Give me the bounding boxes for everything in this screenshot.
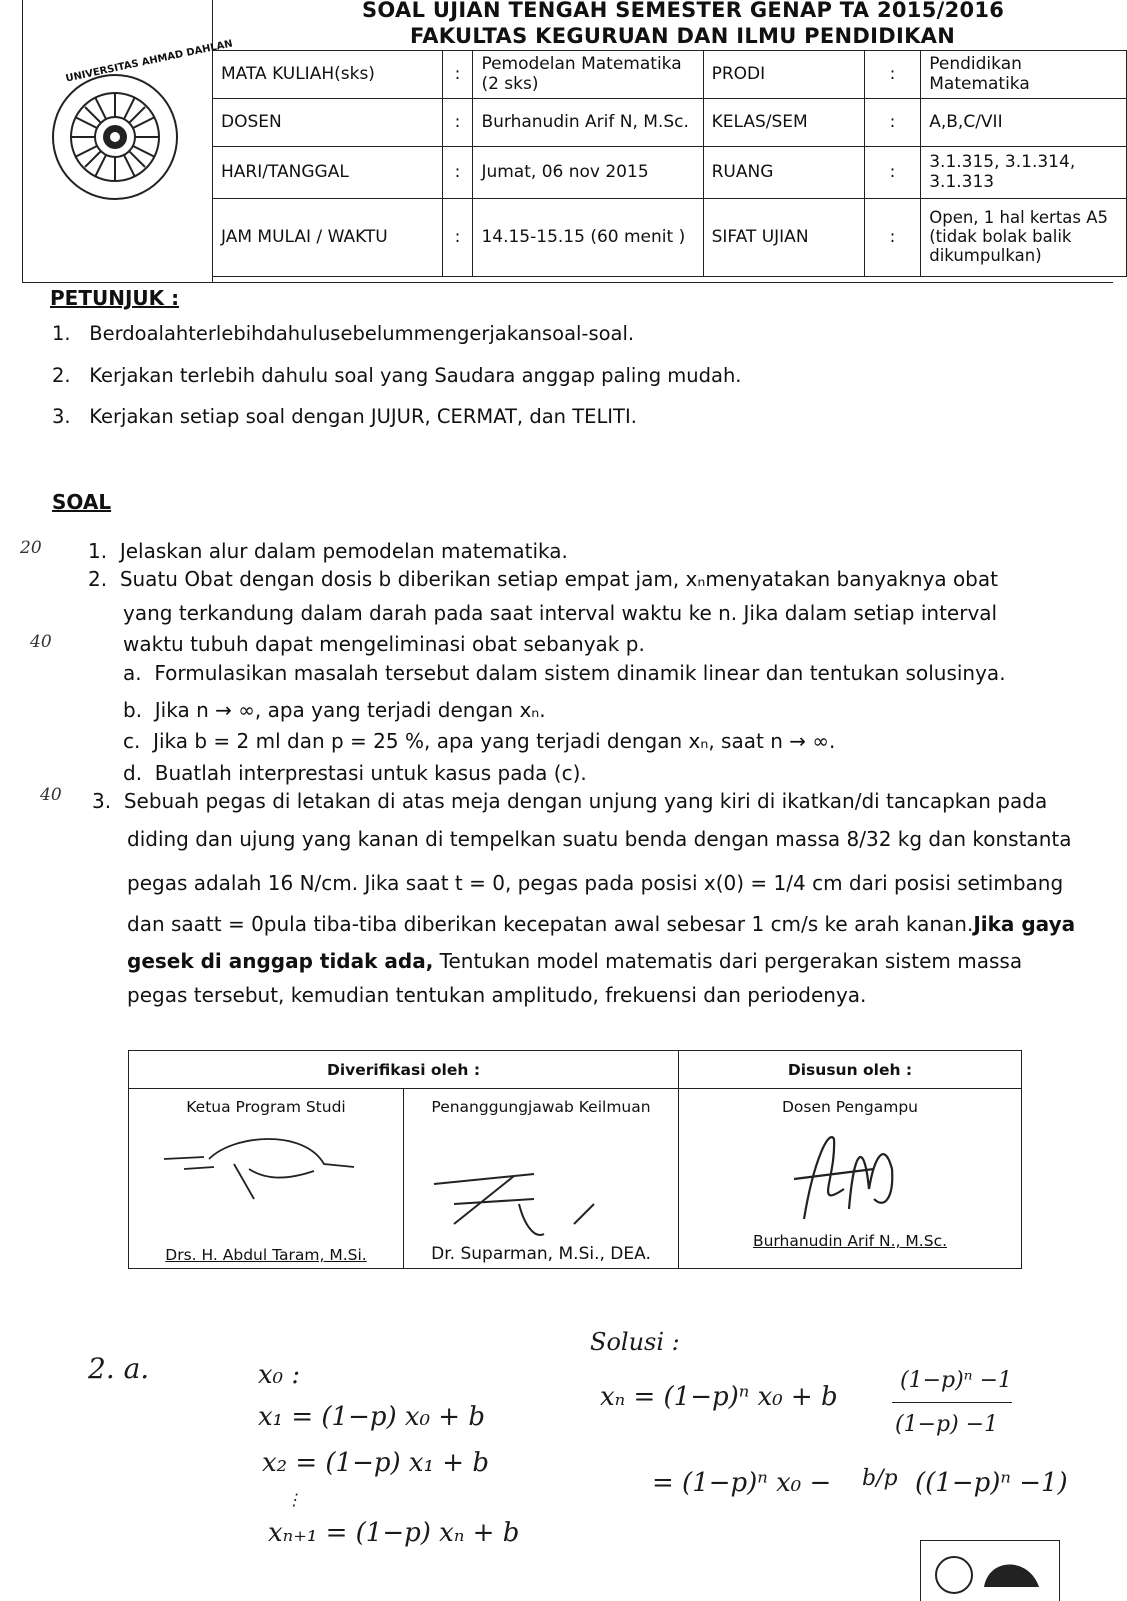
info-value: Pendidikan Matematika xyxy=(921,51,1127,99)
info-label: HARI/TANGGAL xyxy=(213,147,443,199)
logo-text: UNIVERSITAS AHMAD DAHLAN xyxy=(64,38,234,85)
handwritten-question-label: 2. a. xyxy=(88,1352,150,1385)
colon: : xyxy=(864,51,920,99)
handwritten-equation: xₙ₊₁ = (1−p) xₙ + b xyxy=(268,1518,520,1548)
info-value: Open, 1 hal kertas A5 (tidak bolak balik dikumpulkan) xyxy=(921,199,1127,277)
colon: : xyxy=(864,147,920,199)
exam-info-table xyxy=(212,50,1127,277)
colon: : xyxy=(442,199,473,277)
info-value: Burhanudin Arif N, M.Sc. xyxy=(473,99,703,147)
question-2-line: yang terkandung dalam darah pada saat interval waktu ke n. Jika dalam setiap interval xyxy=(123,601,998,625)
question-3-line: gesek di anggap tidak ada, Tentukan model matematis dari pergerakan sistem massa xyxy=(127,949,1023,973)
question-2-part: c. Jika b = 2 ml dan p = 25 %, apa yang terjadi dengan xₙ, saat n → ∞. xyxy=(123,729,836,753)
handwritten-fraction-den: (1−p) −1 xyxy=(895,1412,999,1437)
signature-mark-icon xyxy=(774,1119,914,1229)
handwritten-b-over-p: b/p xyxy=(862,1466,898,1491)
question-3-line: pegas adalah 16 N/cm. Jika saat t = 0, pegas pada posisi x(0) = 1/4 cm dari posisi setimbang xyxy=(127,871,1064,895)
signature-cell xyxy=(404,1089,679,1269)
role-label: Penanggungjawab Keilmuan xyxy=(431,1098,651,1116)
question-3-line: pegas tersebut, kemudian tentukan amplitudo, frekuensi dan periodenya. xyxy=(127,983,867,1007)
composed-by-label: Disusun oleh : xyxy=(679,1051,1022,1089)
signature-mark-icon xyxy=(424,1164,624,1254)
signer-name: Burhanudin Arif N., M.Sc. xyxy=(752,1232,948,1250)
handwritten-equation: x₀ : xyxy=(258,1360,301,1390)
info-value: Jumat, 06 nov 2015 xyxy=(473,147,703,199)
info-row xyxy=(213,147,1127,199)
questions-title: SOAL xyxy=(52,490,112,514)
colon: : xyxy=(864,99,920,147)
info-label: MATA KULIAH(sks) xyxy=(213,51,443,99)
fraction-bar xyxy=(892,1402,1012,1403)
question-2-part: a. Formulasikan masalah tersebut dalam sistem dinamik linear dan tentukan solusinya. xyxy=(123,661,1006,685)
signer-name: Dr. Suparman, M.Si., DEA. xyxy=(431,1244,651,1264)
question-3: 3. Sebuah pegas di letakan di atas meja dengan unjung yang kiri di ikatkan/di tancapkan pada xyxy=(92,789,1048,813)
question-2-line: waktu tubuh dapat mengeliminasi obat sebanyak p. xyxy=(123,632,645,656)
info-label: SIFAT UJIAN xyxy=(703,199,864,277)
score-note: 40 xyxy=(30,632,52,652)
info-label: PRODI xyxy=(703,51,864,99)
handwritten-equation: x₂ = (1−p) x₁ + b xyxy=(262,1448,489,1478)
signer-name: Drs. H. Abdul Taram, M.Si. xyxy=(165,1246,367,1264)
info-label: JAM MULAI / WAKTU xyxy=(213,199,443,277)
question-2-part: b. Jika n → ∞, apa yang terjadi dengan xₙ. xyxy=(123,698,546,722)
score-note: 20 xyxy=(20,538,42,558)
score-note: 40 xyxy=(40,785,62,805)
colon: : xyxy=(864,199,920,277)
colon: : xyxy=(442,51,473,99)
handwritten-equation: x₁ = (1−p) x₀ + b xyxy=(258,1402,485,1432)
handwritten-fraction-num: (1−p)ⁿ −1 xyxy=(900,1368,1013,1393)
info-label: DOSEN xyxy=(213,99,443,147)
handwritten-solution: = (1−p)ⁿ x₀ − xyxy=(652,1468,832,1498)
instructions-title: PETUNJUK : xyxy=(50,286,180,310)
handwritten-solution: ((1−p)ⁿ −1) xyxy=(915,1468,1068,1498)
info-value: Pemodelan Matematika (2 sks) xyxy=(473,51,703,99)
signature-cell xyxy=(129,1089,404,1269)
faculty-title: FAKULTAS KEGURUAN DAN ILMU PENDIDIKAN xyxy=(410,24,956,48)
info-row xyxy=(213,199,1127,277)
question-3-line: dan saatt = 0pula tiba-tiba diberikan kecepatan awal sebesar 1 cm/s ke arah kanan.Jika gaya xyxy=(127,912,1076,936)
handwritten-solusi-label: Solusi : xyxy=(590,1328,680,1356)
instruction-item: 3. Kerjakan setiap soal dengan JUJUR, CERMAT, dan TELITI. xyxy=(52,405,637,428)
verified-by-label: Diverifikasi oleh : xyxy=(129,1051,679,1089)
info-value: A,B,C/VII xyxy=(921,99,1127,147)
signature-row xyxy=(129,1089,1022,1269)
exam-title: SOAL UJIAN TENGAH SEMESTER GENAP TA 2015/2016 xyxy=(362,0,1005,22)
info-label: KELAS/SEM xyxy=(703,99,864,147)
university-logo-icon xyxy=(50,72,180,202)
question-3-line: diding dan ujung yang kanan di tempelkan suatu benda dengan massa 8/32 kg dan konstanta xyxy=(127,827,1072,851)
instruction-item: 2. Kerjakan terlebih dahulu soal yang Saudara anggap paling mudah. xyxy=(52,364,742,387)
signature-header-row xyxy=(129,1051,1022,1089)
stamp-icon xyxy=(929,1547,1049,1597)
question-2: 2. Suatu Obat dengan dosis b diberikan setiap empat jam, xₙmenyatakan banyaknya obat xyxy=(88,567,998,591)
info-value: 3.1.315, 3.1.314, 3.1.313 xyxy=(921,147,1127,199)
colon: : xyxy=(442,147,473,199)
stamp-corner xyxy=(920,1540,1060,1601)
handwritten-dots: ⋮ xyxy=(286,1490,302,1509)
logo-cell xyxy=(22,0,234,282)
role-label: Dosen Pengampu xyxy=(781,1098,919,1116)
signature-mark-icon xyxy=(154,1129,374,1209)
question-1: 1. Jelaskan alur dalam pemodelan matematika. xyxy=(88,539,568,563)
handwritten-solution: xₙ = (1−p)ⁿ x₀ + b xyxy=(600,1382,838,1412)
signature-cell xyxy=(679,1089,1022,1269)
question-2-part: d. Buatlah interprestasi untuk kasus pada (c). xyxy=(123,761,587,785)
colon: : xyxy=(442,99,473,147)
info-row xyxy=(213,99,1127,147)
signature-table xyxy=(128,1050,1022,1269)
info-value: 14.15-15.15 (60 menit ) xyxy=(473,199,703,277)
info-label: RUANG xyxy=(703,147,864,199)
role-label: Ketua Program Studi xyxy=(186,1098,346,1116)
info-row xyxy=(213,51,1127,99)
instruction-item: 1. Berdoalahterlebihdahulusebelummengerjakansoal-soal. xyxy=(52,322,635,345)
